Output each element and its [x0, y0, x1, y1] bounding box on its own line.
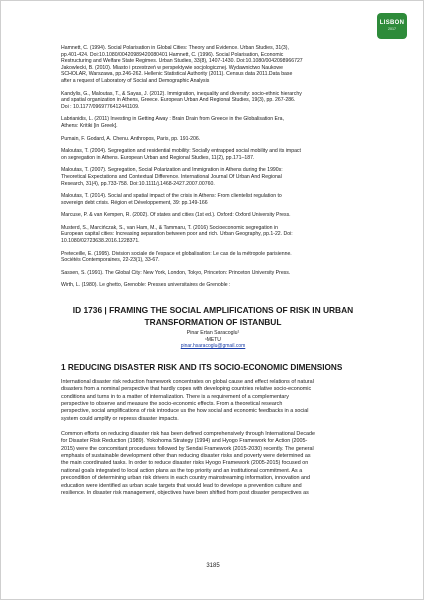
- reference-line: Marcuse, P. & van Kempen, R. (2002). Of states and cities (1st ed.). Oxford: Oxford University Press.: [61, 212, 291, 219]
- logo-text-bottom: 2017: [388, 27, 396, 31]
- section-heading: 1 REDUCING DISASTER RISK AND ITS SOCIO-ECONOMIC DIMENSIONS: [61, 363, 343, 373]
- reference-line: sovereign debt crisis. Région et Développement, 39: pp.149-166: [61, 199, 208, 206]
- reference-line: Wirth, L. (1980). Le ghetto, Grenoble: Presses universitaires de Grenoble :: [61, 282, 231, 289]
- paragraph-line: conditions and turns in to a matter of internalization. There is a requirement of a complementary: [61, 393, 289, 400]
- reference-line: after a request of Laboratory of Social and Demographic Analysis: [61, 77, 210, 84]
- paragraph-line: perspective, social amplifications of risk introduce us the how social and economic feedbacks in a social: [61, 408, 309, 415]
- paragraph-line: precondition of determining urban risk drivers in each country mainstreaming information, innovation and: [61, 475, 310, 482]
- reference-entry: [61, 212, 365, 219]
- reference-entry: [61, 91, 365, 111]
- paragraph-line: for Disaster Risk Reduction (1989). Yokohoma Strategy (1994) and Hyogo Framework for Action (2005-: [61, 438, 308, 445]
- reference-line: Maloutas, T. (2014). Social and spatial impact of the crisis in Athens: From clientelist regulation to: [61, 193, 282, 200]
- reference-line: on segregation in Athens. European Urban and Regional Studies, 11(2), pp.171–187.: [61, 154, 255, 161]
- body-paragraph: [61, 431, 365, 497]
- body-paragraph: [61, 379, 365, 423]
- reference-line: SCHOLAR, Warszawa, pp.246-262. Hellenic Statistical Authority (2011). Census data 2011.Data base: [61, 71, 293, 78]
- reference-line: and spatial organization in Athens, Greece. European Urban And Regional Studies, 19(3), pp. 267-286.: [61, 97, 296, 104]
- paper-title-line: TRANSFORMATION OF ISTANBUL: [144, 317, 282, 328]
- paragraph-line: the main coordinated tasks. In order to reduce disaster risks Hyogo Framework (2005-2015) focused on: [61, 460, 309, 467]
- reference-entry: [61, 225, 365, 245]
- paragraph-line: system could amplify or repress disaster impacts.: [61, 415, 179, 422]
- reference-line: Labrianidis, L. (2011) Investing in Getting Away : Brain Drain from Greece in the Globalisation Era,: [61, 116, 284, 123]
- page-content: [61, 45, 365, 505]
- page-number: 3185: [206, 563, 220, 569]
- author-affiliation: ¹METU: [205, 337, 221, 344]
- reference-line: Maloutas, T. (2004). Segregation and residential mobility: Socially entrapped social mobility and its impact: [61, 148, 301, 155]
- reference-entry: [61, 251, 365, 264]
- reference-line: Restructuring and Welfare State Regimes. Urban Studies, 33(8), 1407-1430. Doi:10.1080/0042098966727: [61, 58, 303, 65]
- author-name: Pinar Ertan Saracoglu¹: [186, 330, 240, 337]
- reference-line: Sassen, S. (1991). The Global City: New York, London, Tokyo, Princeton: Princeton University Press.: [61, 269, 291, 276]
- reference-list: [61, 45, 365, 289]
- reference-entry: [61, 270, 365, 277]
- reference-entry: [61, 282, 365, 289]
- paper-title: [61, 304, 365, 328]
- reference-line: Kandylis, G., Maloutas, T., & Sayas, J. (2012). Immigration, inequality and diversity: socio-ethnic hierarchy: [61, 90, 302, 97]
- reference-entry: [61, 193, 365, 206]
- reference-line: Sociétés Contemporaines, 22-23(1), 33-67.: [61, 257, 160, 264]
- reference-line: Research, 31(4), pp.733-758. Doi:10.1111/j.1468-2427.2007.00760.: [61, 180, 215, 187]
- reference-line: Hamnett, C. (1994). Social Polarisation in Global Cities: Theory and Evidence. Urban Studies, 31(3),: [61, 45, 289, 51]
- paper-title-line: ID 1736 | FRAMING THE SOCIAL AMPLIFICATIONS OF RISK IN URBAN: [72, 305, 354, 316]
- reference-entry: [61, 136, 365, 143]
- paragraph-line: resilience. In disaster risk management, objectives have been shifted from post disaster perspectives as: [61, 489, 309, 496]
- reference-line: Jakowlecki, B. (2010). Miasto i przestrzeń w perspektywie socjologicznej. Wydawnictwo Naukowe: [61, 64, 283, 71]
- reference-entry: [61, 45, 365, 85]
- paragraph-line: national goals integrated to local action plans as the top priority and an institutional commitment. As a: [61, 467, 303, 474]
- paragraph-line: disasters from a nominal perspective that hardly copes with developing countries relative socio-economic: [61, 386, 312, 393]
- reference-line: pp.401-424. Doi:10.1080/00420989420080401 Hamnett, C. (1996). Social Polarisation, Economic: [61, 51, 284, 58]
- paragraph-line: International disaster risk reduction framework concentrates on global cause and effect relations of natural: [61, 379, 314, 386]
- reference-line: 10.1080/02723638.2016.1228371.: [61, 238, 140, 245]
- paragraph-line: 2015) were the concomitant procedures followed by Sendai Framework (2015-2030) recently. The general: [61, 445, 314, 452]
- reference-line: Preteceille, E. (1995). Division sociale de l'espace et globalisation: Le cas de la métropole parisienne.: [61, 250, 292, 257]
- reference-line: Athens: Kritiki [in Greek].: [61, 122, 118, 129]
- paragraph-line: education were identified as urban scale targets that would lead to develope a prevention culture and: [61, 482, 302, 489]
- reference-entry: [61, 167, 365, 187]
- section-body: [61, 379, 365, 497]
- reference-entry: [61, 148, 365, 161]
- logo-text-top: LISBON: [379, 20, 405, 26]
- reference-line: Musterd, S., Marcińczak, S., van Ham, M., & Tammaru, T. (2016) Socioeconomic segregation in: [61, 224, 278, 231]
- paragraph-line: Common efforts on reducing disaster risk has been defined comprehensively through International Decade: [61, 431, 316, 438]
- conference-logo: [377, 13, 407, 39]
- reference-entry: [61, 116, 365, 129]
- paragraph-line: perspective to observe and measure the socio-economic effects. From a theoretical research: [61, 401, 283, 408]
- reference-line: European capital cities: Increasing separation between poor and rich. Urban Geography, pp.1-22. Doi:: [61, 231, 293, 238]
- reference-line: Doi : 10.1177/0969776412441109.: [61, 103, 140, 110]
- reference-line: Theoretical Expectations and Contextual Difference. International Journal Of Urban And Regional: [61, 173, 282, 180]
- author-email-link[interactable]: pinar.hsaracoglu@gmail.com: [180, 343, 246, 350]
- reference-line: Maloutas, T. (2007). Segregation, Social Polarization and Immigration in Athens during the 1990s:: [61, 167, 283, 174]
- reference-line: Pumain, F. Godard, A. Chenu. Anthropos, Paris, pp. 191-206.: [61, 135, 201, 142]
- paragraph-line: emphasis of sustainable development other than reducing disaster risks and poverty were determined as: [61, 453, 311, 460]
